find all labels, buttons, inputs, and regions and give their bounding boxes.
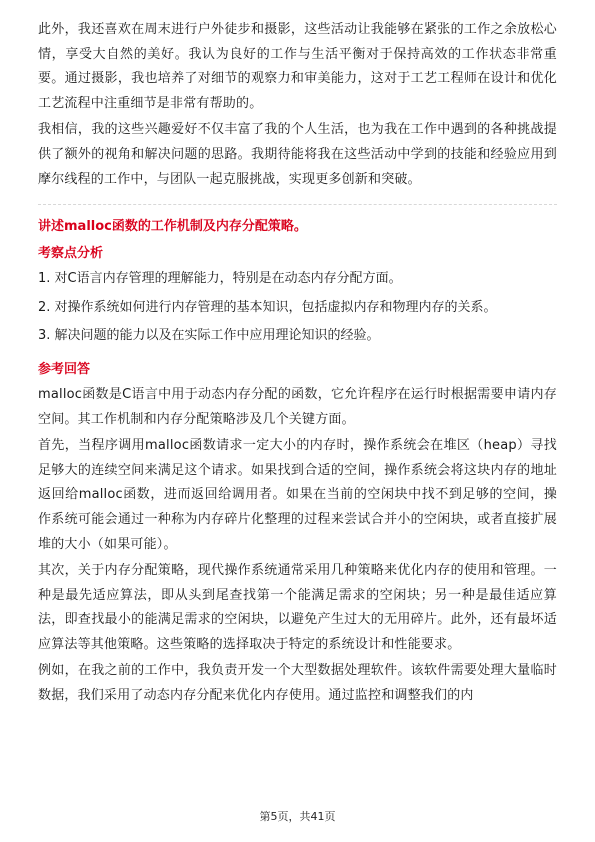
answer-paragraph: 其次，关于内存分配策略，现代操作系统通常采用几种策略来优化内存的使用和管理。一种是最先适应算法，即从头到尾查找第一个能满足需求的空闲块；另一种是最佳适应算法，即查找最小的能满足需求的空闲块，以避免产生过大的无用碎片。此外，还有最坏适应算法等其他策略。这些策略的选择取决于特定的系统设计和性能要求。 [38,563,557,652]
answer-heading: 参考回答 [38,361,91,377]
answer-paragraph: 首先，当程序调用malloc函数请求一定大小的内存时，操作系统会在堆区（heap）寻找足够大的连续空间来满足这个请求。如果找到合适的空间，操作系统会将这块内存的地址返回给malloc函数，进而返回给调用者。如果在当前的空闲块中找不到足够的空间，操作系统可能会通过一种称为内存碎片化整理的过程来尝试合并小的空闲块，或者直接扩展堆的大小（如果可能）。 [38,438,557,552]
analysis-item: 2. 对操作系统如何进行内存管理的基本知识，包括虚拟内存和物理内存的关系。 [38,299,497,315]
intro-paragraph: 我相信，我的这些兴趣爱好不仅丰富了我的个人生活，也为我在工作中遇到的各种挑战提供了额外的视角和解决问题的思路。我期待能将我在这些活动中学到的技能和经验应用到摩尔线程的工作中，与团队一起克服挑战，实现更多创新和突破。 [38,122,557,187]
answer-paragraph: malloc函数是C语言中用于动态内存分配的函数，它允许程序在运行时根据需要申请内存空间。其工作机制和内存分配策略涉及几个关键方面。 [38,386,557,427]
page-number-footer: 第5页，共41页 [259,810,336,823]
section-divider [38,204,557,205]
analysis-item: 3. 解决问题的能力以及在实际工作中应用理论知识的经验。 [38,328,380,344]
analysis-item: 1. 对C语言内存管理的理解能力，特别是在动态内存分配方面。 [38,271,402,287]
analysis-heading: 考察点分析 [38,246,104,262]
question-title: 讲述malloc函数的工作机制及内存分配策略。 [38,219,307,235]
intro-paragraph: 此外，我还喜欢在周末进行户外徒步和摄影，这些活动让我能够在紧张的工作之余放松心情，享受大自然的美好。我认为良好的工作与生活平衡对于保持高效的工作状态非常重要。通过摄影，我也培养了对细节的观察力和审美能力，这对于工艺工程师在设计和优化工艺流程中注重细节是非常有帮助的。 [38,22,557,111]
answer-paragraph: 例如，在我之前的工作中，我负责开发一个大型数据处理软件。该软件需要处理大量临时数据，我们采用了动态内存分配来优化内存使用。通过监控和调整我们的内 [38,663,557,704]
